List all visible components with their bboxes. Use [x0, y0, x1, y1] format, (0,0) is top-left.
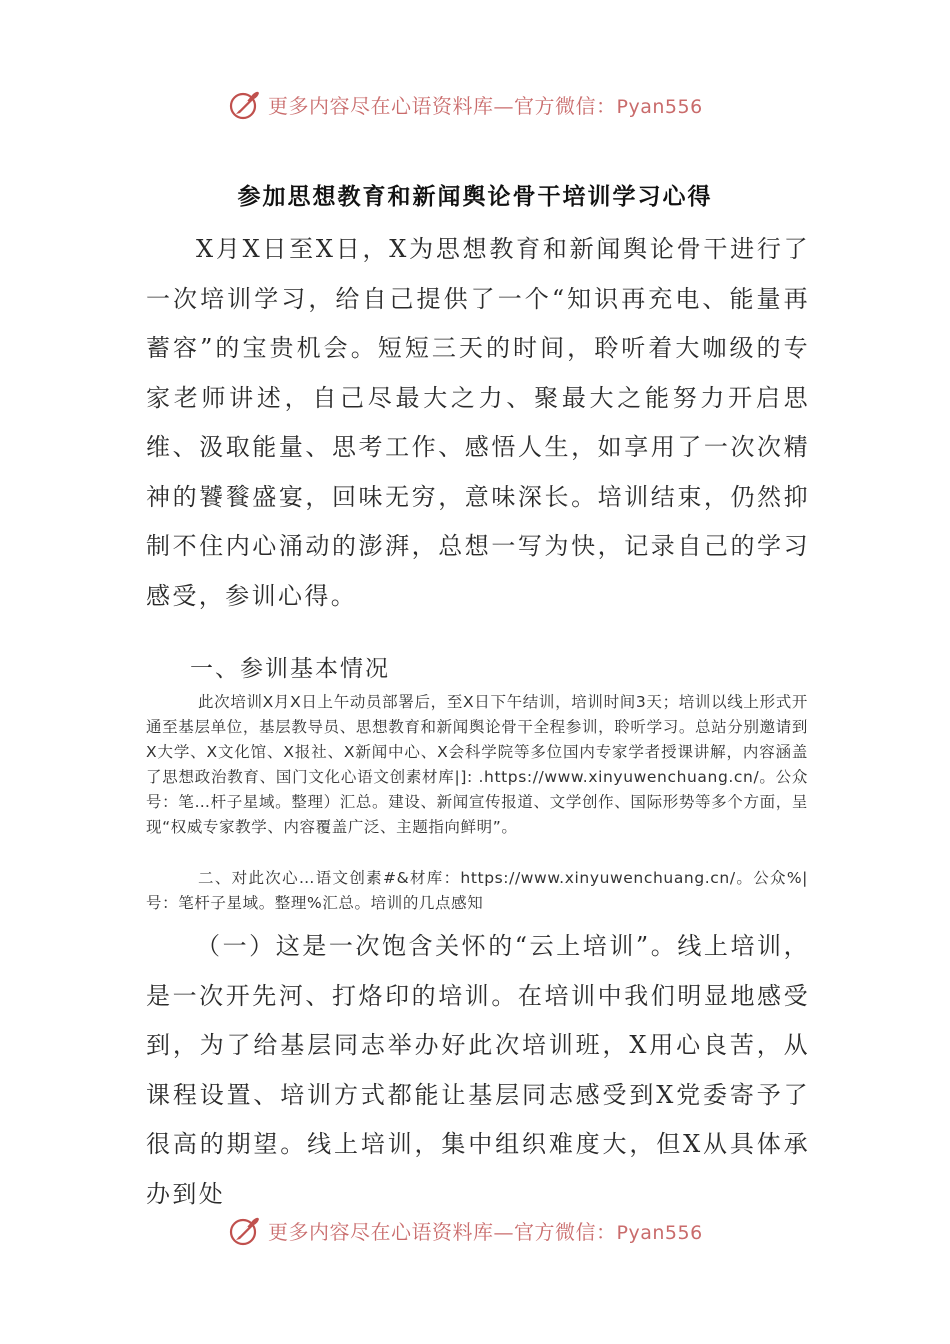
- section-heading-1: 一、参训基本情况: [190, 656, 390, 682]
- paragraph-point-1: （一）这是一次饱含关怀的“云上培训”。线上培训，是一次开先河、打烙印的培训。在培训中我们明显地感受到，为了给基层同志举办好此次培训班，X用心良苦，从课程设置、培训方式都能让基层同志感受到X党委寄予了很高的期望。线上培训，集中组织难度大，但X从具体承办到处: [146, 932, 810, 1208]
- quill-logo-icon: [228, 87, 262, 121]
- paragraph-intro: X月X日至X日，X为思想教育和新闻舆论骨干进行了一次培训学习，给自己提供了一个“知识再充电、能量再蓄容”的宝贵机会。短短三天的时间，聆听着大咖级的专家老师讲述，自己尽最大之力、聚最大之能努力开启思维、汲取能量、思考工作、感悟人生，如享用了一次次精神的饕餮盛宴，回味无穷，意味深长。培训结束，仍然抑制不住内心涌动的澎湃，总想一写为快，记录自己的学习感受，参训心得。: [146, 235, 810, 610]
- document-title: 参加思想教育和新闻舆论骨干培训学习心得: [237, 183, 713, 210]
- header-banner: [228, 84, 703, 124]
- footer-banner: [228, 1210, 703, 1250]
- section-heading-2: 二、对此次心…语文创素#&材库：https://www.xinyuwenchuang.cn/。公众%|号：笔杆子星域。整理%汇总。培训的几点感知: [146, 869, 808, 912]
- banner-text: 更多内容尽在心语资料库—官方微信：Pyan556: [268, 1219, 703, 1244]
- section-body-1: 此次培训X月X日上午动员部署后，至X日下午结训，培训时间3天；培训以线上形式开通至基层单位，基层教导员、思想教育和新闻舆论骨干全程参训，聆听学习。总站分别邀请到X大学、X文化馆、X报社、X新闻中心、X会科学院等多位国内专家学者授课讲解，内容涵盖了思想政治教育、国门文化心语文创素材库|]: .https://www.xinyuwenchuang.cn/。公众号：笔…杆子星域。整理）汇总。建设、新闻宣传报道、文学创作、国际形势等多个方面，呈现“权威专家教学、内容覆盖广泛、主题指向鲜明”。: [146, 693, 808, 836]
- quill-logo-icon: [228, 1213, 262, 1247]
- wechat-id: Pyan556: [616, 1221, 703, 1244]
- banner-text: 更多内容尽在心语资料库—官方微信：Pyan556: [268, 93, 703, 118]
- wechat-id: Pyan556: [616, 95, 703, 118]
